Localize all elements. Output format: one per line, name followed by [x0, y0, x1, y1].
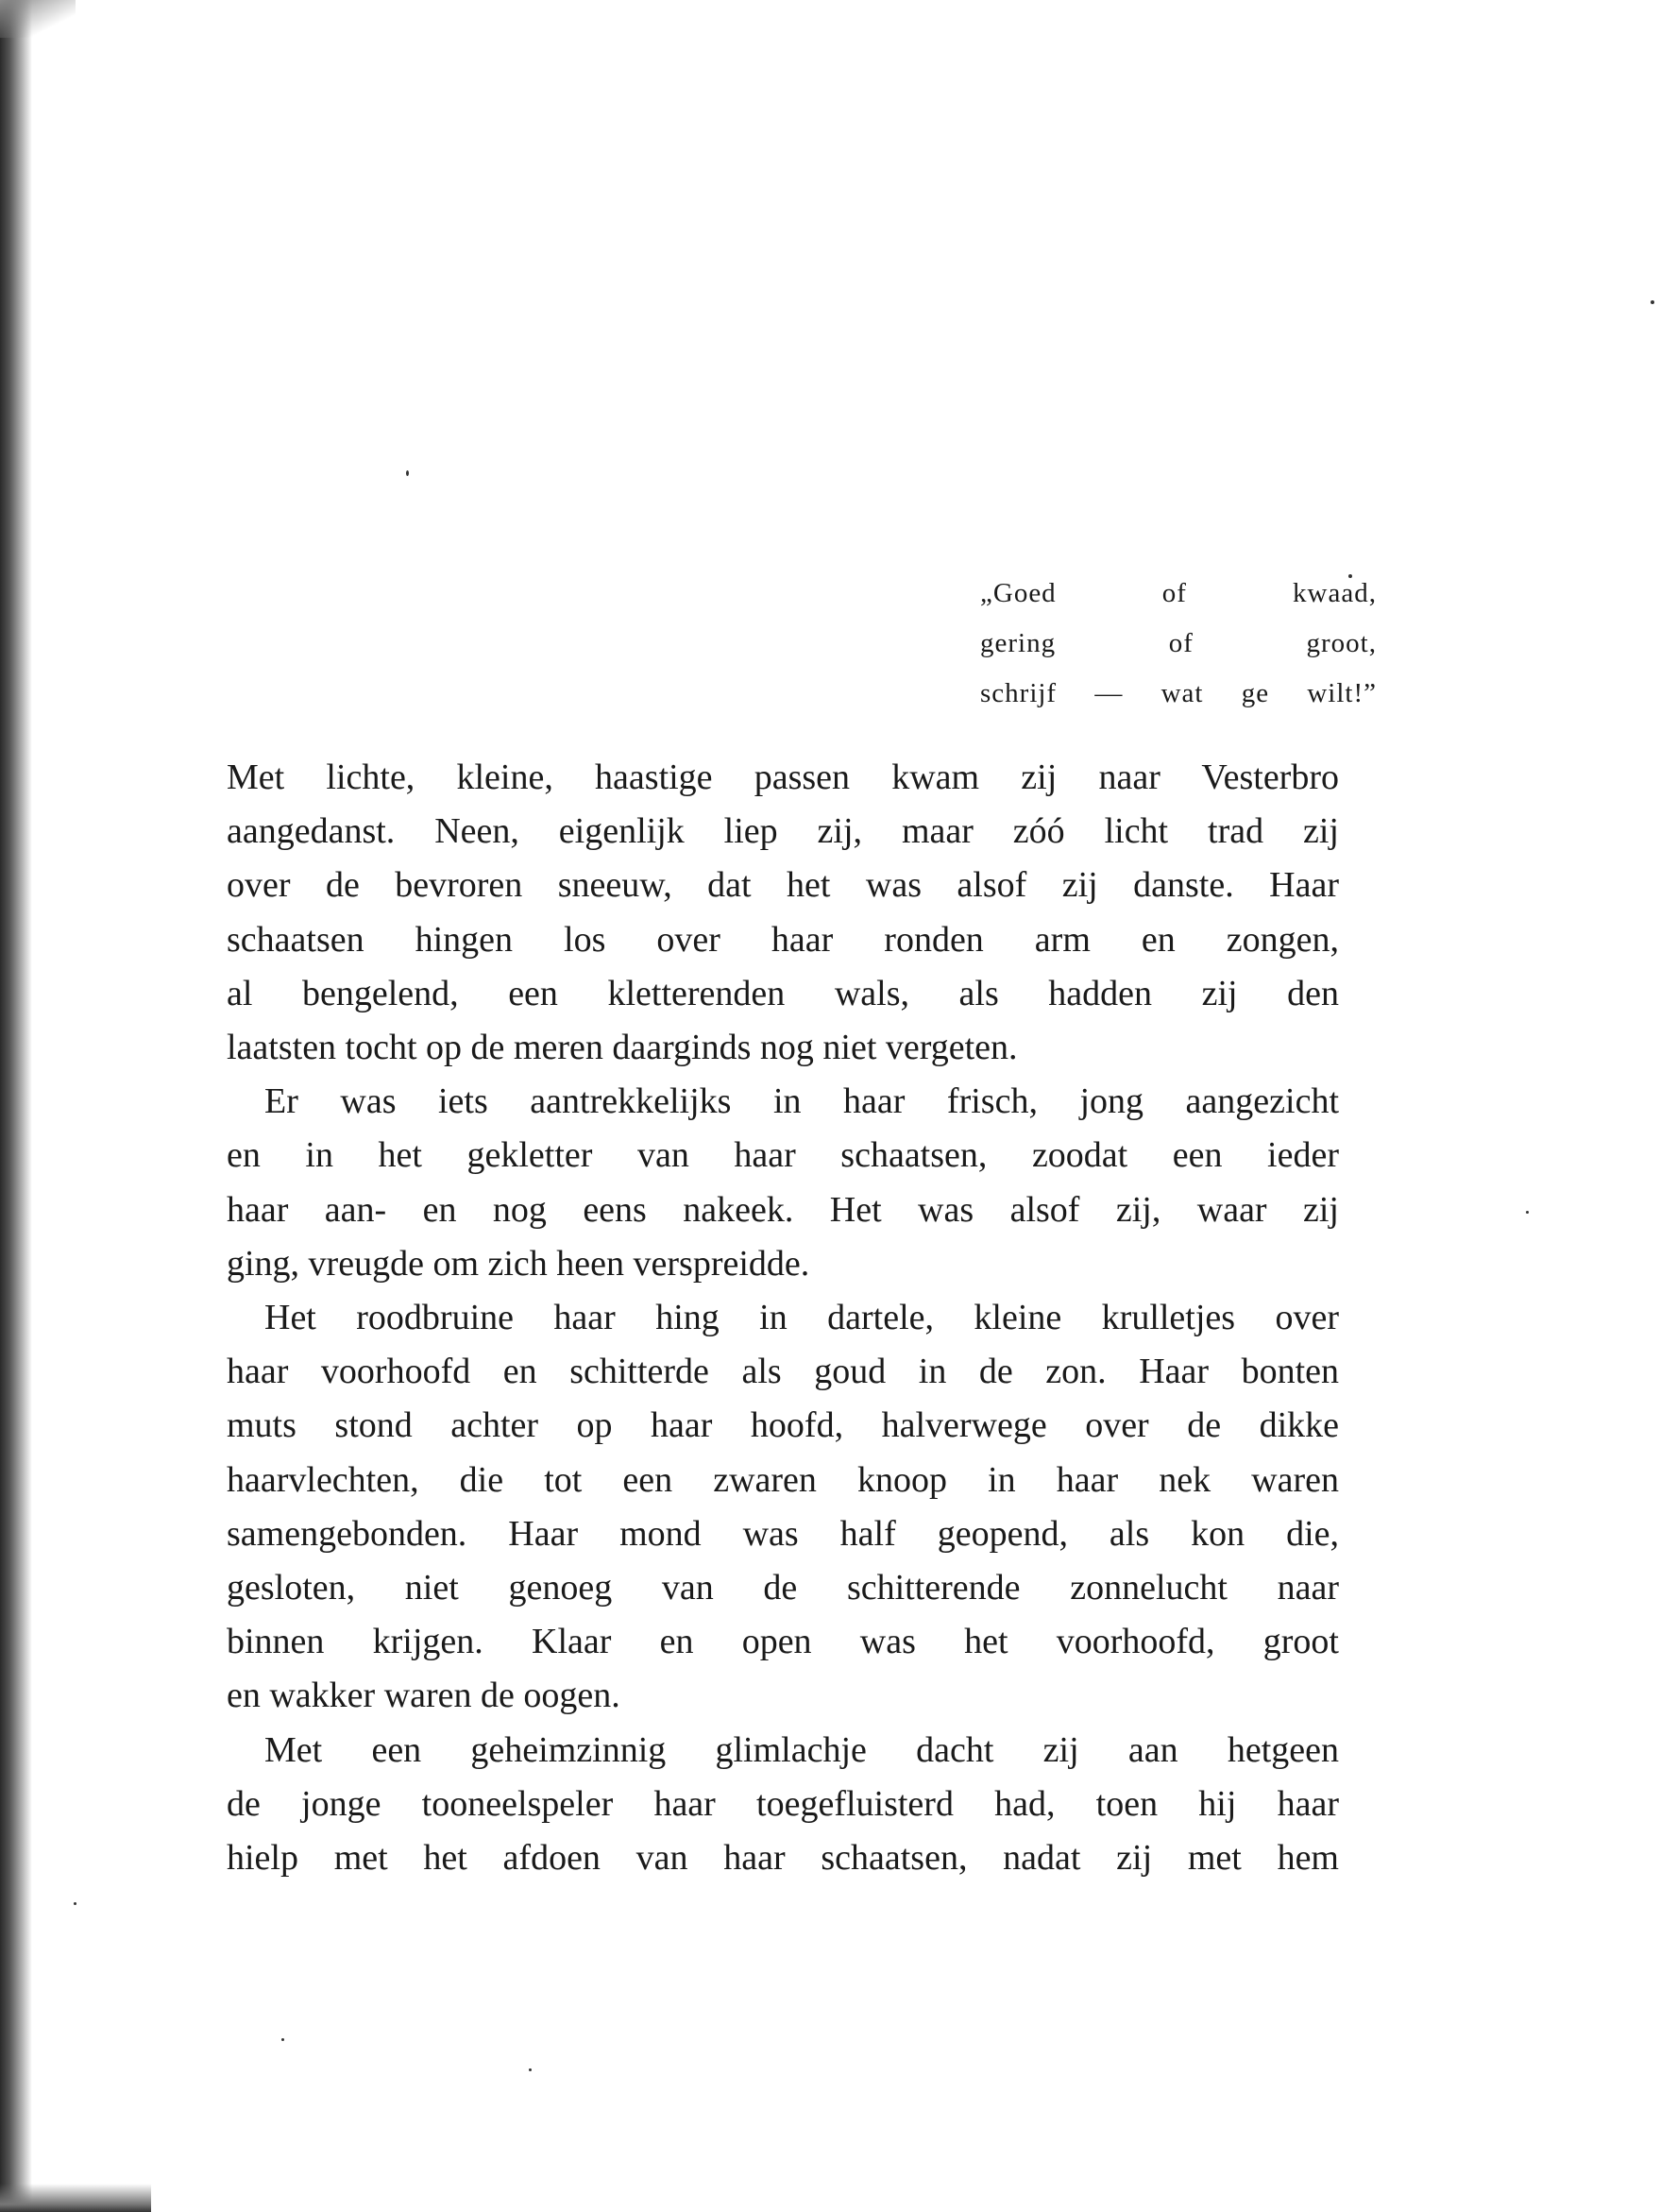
text-line: al bengelend, een kletterenden wals, als hadden zij den: [227, 973, 1339, 1013]
text-line: Met lichte, kleine, haastige passen kwam zij naar Vesterbro: [227, 757, 1339, 797]
text-line: Het roodbruine haar hing in dartele, kleine krulletjes over: [264, 1298, 1339, 1338]
scan-speck: [281, 2038, 284, 2041]
text-line: over de bevroren sneeuw, dat het was alsof zij danste. Haar: [227, 865, 1339, 906]
epigraph-line: „Goed of kwaad,: [980, 578, 1377, 608]
scan-speck: [1526, 1211, 1529, 1214]
scan-speck: [74, 1902, 76, 1905]
text-line: samengebonden. Haar mond was half geopend, als kon die,: [227, 1513, 1339, 1554]
scan-edge-top-shadow: [0, 0, 76, 38]
body-text: [227, 751, 1339, 1885]
paragraph: [227, 751, 1339, 1075]
text-line: ging, vreugde om zich heen verspreidde.: [227, 1243, 810, 1284]
text-line: Met een geheimzinnig glimlachje dacht zij aan hetgeen: [264, 1729, 1339, 1770]
text-line: de jonge tooneelspeler haar toegefluisterd had, toen hij haar: [227, 1783, 1339, 1824]
text-line: binnen krijgen. Klaar en open was het voorhoofd, groot: [227, 1622, 1339, 1662]
text-line: gesloten, niet genoeg van de schitterende zonnelucht naar: [227, 1568, 1339, 1608]
text-line: hielp met het afdoen van haar schaatsen, nadat zij met hem: [227, 1838, 1339, 1879]
scan-speck: [1651, 300, 1654, 304]
text-line: haar voorhoofd en schitterde als goud in de zon. Haar bonten: [227, 1352, 1339, 1392]
text-line: muts stond achter op haar hoofd, halverwege over de dikke: [227, 1405, 1339, 1446]
epigraph: [980, 569, 1377, 719]
text-line: en wakker waren de oogen.: [227, 1676, 620, 1716]
text-line: aangedanst. Neen, eigenlijk liep zij, maar zóó licht trad zij: [227, 811, 1339, 852]
text-line: en in het gekletter van haar schaatsen, zoodat een ieder: [227, 1135, 1339, 1176]
epigraph-line: gering of groot,: [980, 628, 1377, 658]
scan-edge-shadow: [0, 0, 32, 2212]
paragraph: [227, 1291, 1339, 1724]
paragraph: [227, 1724, 1339, 1886]
text-line: Er was iets aantrekkelijks in haar frisch, jong aangezicht: [264, 1081, 1339, 1122]
text-line: haar aan- en nog eens nakeek. Het was alsof zij, waar zij: [227, 1189, 1339, 1230]
scan-edge-bottom-shadow: [0, 2184, 151, 2212]
text-line: haarvlechten, die tot een zwaren knoop in haar nek waren: [227, 1459, 1339, 1500]
epigraph-line: schrijf — wat ge wilt!”: [980, 678, 1377, 708]
text-line: schaatsen hingen los over haar ronden arm en zongen,: [227, 919, 1339, 960]
paragraph: [227, 1075, 1339, 1291]
text-line: laatsten tocht op de meren daarginds nog niet vergeten.: [227, 1028, 1018, 1068]
scan-speck: [529, 2068, 532, 2071]
scan-speck: [406, 470, 409, 476]
